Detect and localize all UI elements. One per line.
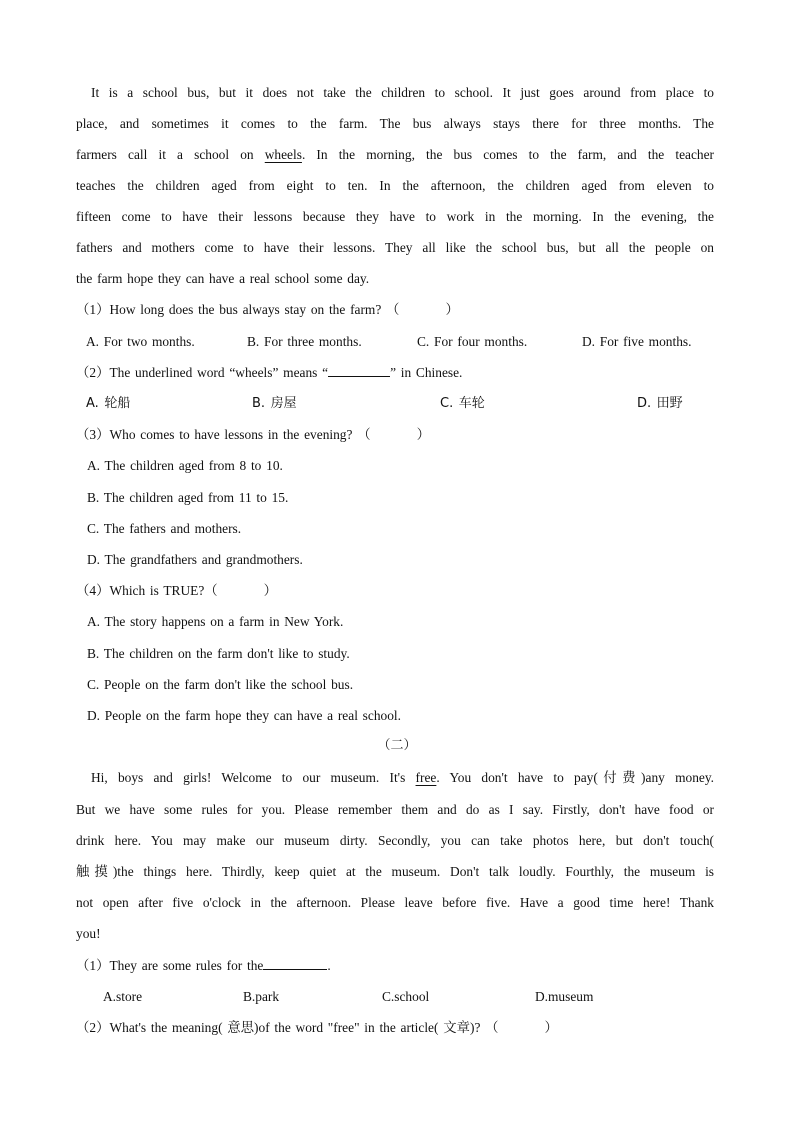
option-b[interactable]: B.park: [243, 989, 280, 1004]
option-a[interactable]: A.store: [103, 989, 143, 1004]
answer-bracket[interactable]: （ ）: [204, 583, 278, 598]
question-4-option-b[interactable]: B. The children on the farm don't like to study.: [87, 646, 350, 661]
answer-bracket[interactable]: （ ）: [386, 302, 459, 317]
answer-bracket[interactable]: （ ）: [357, 427, 430, 442]
passage1-line-5: fifteen come to have their lessons because they have to work in the morning. In the evening, the: [76, 209, 714, 224]
question-4-option-c[interactable]: C. People on the farm don't like the school bus.: [87, 677, 354, 692]
section-2-heading: （二）: [377, 738, 417, 753]
underlined-word-wheels: wheels: [264, 147, 302, 162]
question-3-option-a[interactable]: A. The children aged from 8 to 10.: [87, 458, 283, 473]
option-a[interactable]: A. For two months.: [86, 334, 195, 349]
answer-bracket[interactable]: （ ）: [485, 1020, 558, 1035]
question-3-option-d[interactable]: D. The grandfathers and grandmothers.: [87, 552, 303, 567]
option-c[interactable]: C. For four months.: [417, 334, 528, 349]
question-3-option-c[interactable]: C. The fathers and mothers.: [87, 521, 242, 536]
passage1-line-1: It is a school bus, but it does not take the children to school. It just goes around from place to: [91, 85, 714, 100]
passage1-line-6: fathers and mothers come to have their lessons. They all like the school bus, but all the people on: [76, 240, 714, 255]
passage2-line-6: you!: [76, 926, 101, 941]
answer-blank[interactable]: [328, 365, 390, 377]
passage1-line-2: place, and sometimes it comes to the farm. The bus always stays there for three months. The: [76, 116, 714, 131]
question-3: （3）Who comes to have lessons in the evening? （ ）: [76, 427, 430, 442]
option-b[interactable]: B. 房屋: [252, 396, 297, 411]
question-2: （2）The underlined word “wheels” means “ ” in Chinese.: [76, 365, 463, 380]
s2-question-1-options: [76, 981, 714, 1012]
question-2-options: [76, 388, 714, 419]
question-3-option-b[interactable]: B. The children aged from 11 to 15.: [87, 490, 289, 505]
question-4-option-a[interactable]: A. The story happens on a farm in New York.: [87, 614, 344, 629]
question-1: （1）How long does the bus always stay on the farm? （ ）: [76, 302, 459, 317]
answer-blank[interactable]: [263, 958, 327, 970]
passage2-line-5: not open after five o'clock in the afternoon. Please leave before five. Have a good time here! Thank: [76, 895, 714, 910]
option-c[interactable]: C.school: [382, 989, 430, 1004]
option-a[interactable]: A. 轮船: [86, 396, 131, 411]
underlined-word-free: free: [415, 770, 437, 785]
option-d[interactable]: D. 田野: [637, 396, 683, 411]
s2-question-1: （1）They are some rules for the .: [76, 958, 331, 973]
passage2-line-2: But we have some rules for you. Please remember them and do as I say. Firstly, don't have food or: [76, 802, 714, 817]
passage2-line-3: drink here. You may make our museum dirty. Secondly, you can take photos here, but don't touch(: [76, 833, 714, 848]
passage1-line-7: the farm hope they can have a real school some day.: [76, 271, 370, 286]
passage1-line-4: teaches the children aged from eight to ten. In the afternoon, the children aged from eleven to: [76, 178, 714, 193]
option-d[interactable]: D. For five months.: [582, 334, 692, 349]
passage2-line-4: 触摸)the things here. Thirdly, keep quiet at the museum. Don't talk loudly. Fourthly, the museum is: [76, 864, 714, 879]
question-4-option-d[interactable]: D. People on the farm hope they can have a real school.: [87, 708, 401, 723]
option-d[interactable]: D.museum: [535, 989, 594, 1004]
question-4: （4）Which is TRUE?（ ）: [76, 583, 278, 598]
passage2-line-1: Hi, boys and girls! Welcome to our museum. It's free. You don't have to pay(付费)any money.: [91, 770, 715, 785]
option-c[interactable]: C. 车轮: [440, 396, 485, 411]
s2-question-2: （2）What's the meaning( 意思)of the word "free" in the article( 文章)? （ ）: [76, 1020, 558, 1035]
option-b[interactable]: B. For three months.: [247, 334, 362, 349]
question-1-options: [76, 326, 714, 357]
passage1-line-3: farmers call it a school on wheels. In the morning, the bus comes to the farm, and the teacher: [76, 147, 714, 162]
